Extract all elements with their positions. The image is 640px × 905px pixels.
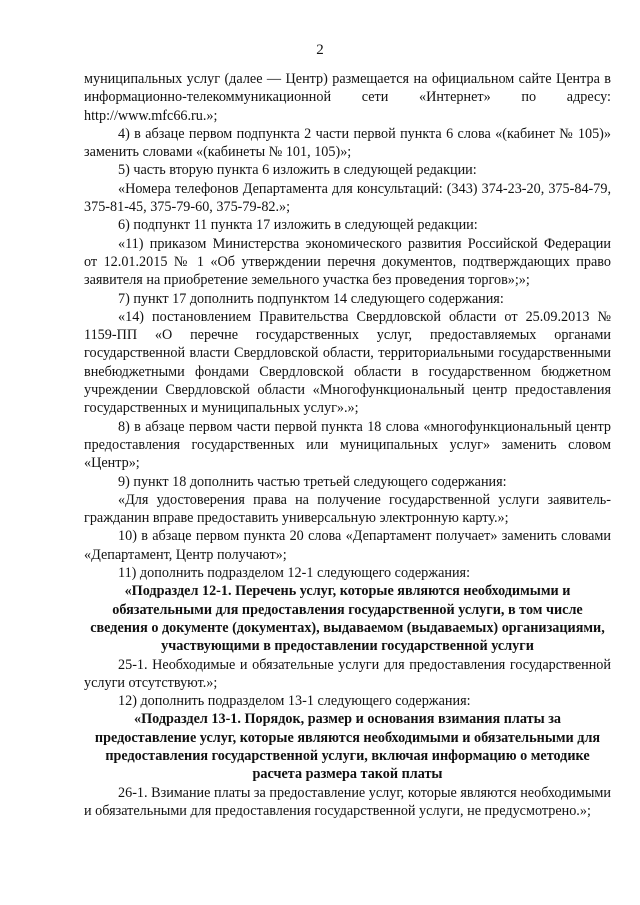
paragraph-phones-quote: «Номера телефонов Департамента для консультаций: (343) 374-23-20, 375-84-79, 375-81-45, 375-79-60, 375-79-82.»; bbox=[84, 180, 611, 216]
paragraph-continuation: муниципальных услуг (далее — Центр) размещается на официальном сайте Центра в информационно-телекоммуникационной сети «Интернет» по адресу: http://www.mfc66.ru.»; bbox=[84, 71, 611, 124]
paragraph-card-quote: «Для удостоверения права на получение государственной услуги заявитель-гражданин вправе предоставить универсальную электронную карту.»; bbox=[84, 491, 611, 527]
paragraph-item-4: 4) в абзаце первом подпункта 2 части первой пункта 6 слова «(кабинет № 105)» заменить словами «(кабинеты № 101, 105)»; bbox=[84, 125, 611, 161]
paragraph-26-1: 26-1. Взимание платы за предоставление услуг, которые являются необходимыми и обязательными для предоставления государственной услуги, не предусмотрено.»; bbox=[84, 784, 611, 819]
document-body bbox=[84, 70, 611, 820]
subsection-12-1-heading: «Подраздел 12-1. Перечень услуг, которые являются необходимыми и обязательными для предоставления государственной услуги, в том числе сведения о документе (документах), выдаваемом (выдаваемых) организациями, участвующими в предоставлении государственной услуги bbox=[90, 583, 605, 655]
paragraph-25-1: 25-1. Необходимые и обязательные услуги для предоставления государственной услуги отсутствуют.»; bbox=[84, 656, 611, 691]
subsection-13-1-heading: «Подраздел 13-1. Порядок, размер и основания взимания платы за предоставление услуг, которые являются необходимыми и обязательными для предоставления государственной услуги, включая информацию о методике расчета размера такой платы bbox=[94, 711, 601, 783]
paragraph-item-5: 5) часть вторую пункта 6 изложить в следующей редакции: bbox=[118, 162, 477, 179]
paragraph-order-quote: «11) приказом Министерства экономического развития Российской Федерации от 12.01.2015 № 1 «Об утверждении перечня документов, подтверждающих право заявителя на приобретение земельного участка без проведения торгов»;»; bbox=[84, 235, 611, 289]
paragraph-item-11: 11) дополнить подразделом 12-1 следующего содержания: bbox=[118, 565, 471, 582]
paragraph-item-12: 12) дополнить подразделом 13-1 следующего содержания: bbox=[118, 693, 471, 710]
paragraph-item-10: 10) в абзаце первом пункта 20 слова «Департамент получает» заменить словами «Департамент, Центр получают»; bbox=[84, 528, 611, 563]
paragraph-item-9: 9) пункт 18 дополнить частью третьей следующего содержания: bbox=[118, 473, 507, 490]
page-number: 2 bbox=[316, 42, 324, 58]
paragraph-item-8: 8) в абзаце первом части первой пункта 18 слова «многофункциональный центр предоставления государственных или муниципальных услуг» заменить словом «Центр»; bbox=[84, 418, 611, 472]
paragraph-item-6: 6) подпункт 11 пункта 17 изложить в следующей редакции: bbox=[118, 217, 478, 234]
paragraph-decree-quote: «14) постановлением Правительства Свердловской области от 25.09.2013 № 1159-ПП «О перечне государственных услуг, предоставляемых органами государственной власти Свердловской области, территориальными государственными внебюджетными фондами Свердловской области в государственном бюджетном учреждении Свердловской области «Многофункциональный центр предоставления государственных и муниципальных услуг».»; bbox=[84, 308, 611, 417]
paragraph-item-7: 7) пункт 17 дополнить подпунктом 14 следующего содержания: bbox=[118, 290, 504, 307]
